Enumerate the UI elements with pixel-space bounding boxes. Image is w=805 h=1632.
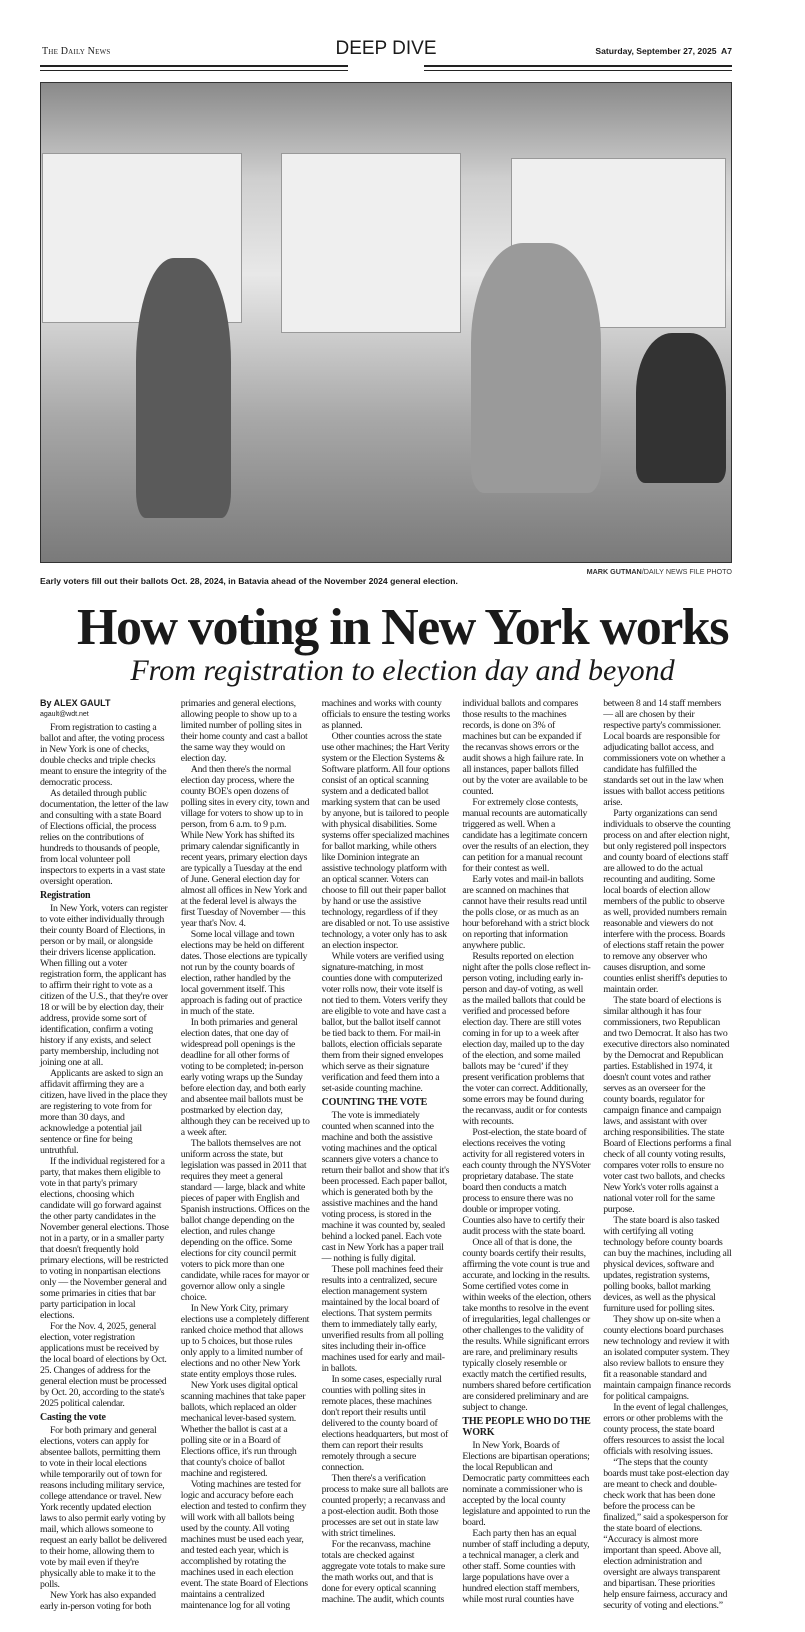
article-paragraph: From registration to casting a ballot and after, the voting process in New York is one of checks, double checks and triple checks meant to ensure the integrity of the democratic process. [40,722,167,788]
section-subhead: COUNTING THE VOTE [321,1097,428,1108]
issue-date: Saturday, September 27, 2025 A7 [595,46,732,56]
article-paragraph: And then there's the normal election day process, where the county BOE's open dozens of polling sites in every city, town and village for voters to show up to in person, from 6 a.m. to 9 p.m. While New York has shifted its primary calendar significantly in recent years, primary election days are typically a Tuesday at the end of June. General election day for almost all offices in New York and at the federal level is always the first Tuesday of November — this year that's Nov. 4. [180,764,310,929]
article-paragraph: Other counties across the state use other machines; the Hart Verity system or the Election Systems & Software platform. All four options consist of an optical scanning system and a dedicated ballot marking system that can be used by anyone, but is tailored to people with physical disabilities. Some systems offer specialized machines for ballot marking, while others like Dominion integrate an assistive technology platform with an optical scanner. Voters can choose to fill out their paper ballot by hand or use the assistive technology, regardless of if they are disabled or not. To use assistive technology, a voter only has to ask an election inspector. [321,731,450,951]
article-paragraph: The vote is immediately counted when scanned into the machine and both the assistive voting machines and the optical scanners give voters a chance to return their ballot and show that it's been processed. Each paper ballot, which is generated both by the assistive machines and the hand voting process, is stored in the machine it was counted by, sealed behind a locked panel. Each vote cast in New York has a paper trail — nothing is fully digital. [321,1110,450,1264]
voting-booth [281,153,461,333]
headline: How voting in New York works [77,599,728,656]
section-subhead: Casting the vote [40,1412,106,1423]
article-paragraph: The state board is also tasked with certifying all voting technology before county boards can buy the machines, including all physical devices, software and updates, registration systems, polling books, ballot marking devices, as well as the physical furniture used for polling sites. [603,1215,732,1314]
voter-figure [471,243,601,493]
voter-figure [136,258,231,518]
article-paragraph: In New York, voters can register to vote either individually through their county Board of Elections, in person or by mail, or alongside their drivers license application. When filling out a voter registration form, the applicant has to affirm their right to vote as a citizen of the U.S., that they're over 18 or will be by election day, their address, provide some sort of identification, confirm a voting history if any exists, and select party membership, including not joining one at all. [40,903,168,1068]
page-number: A7 [721,46,732,56]
article-paragraph: Then there's a verification process to make sure all ballots are counted properly; a recanvass and a post-election audit. Both those processes are set out in state law with strict timelines. [321,1473,448,1539]
author-email[interactable]: agault@wdt.net [40,711,89,718]
article-paragraph: Early votes and mail-in ballots are scanned on machines that cannot have their results read until the polls close, or as much as an hour beforehand with a strict block on reporting that information anywhere public. [462,874,590,951]
section-title: DEEP DIVE [335,38,437,59]
subheadline: From registration to election day and beyond [130,654,675,687]
article-paragraph: The state board of elections is similar although it has four commissioners, two Republican and two Democrat. It also has two executive directors also nominated by the Democrat and Republican parties. Established in 1974, it doesn't count votes and rather serves as an overseer for the county boards, regulator for campaign finance and campaign laws, and assistant with over arching responsibilities. The state Board of Elections performs a final check of all county voting results, compares voter rolls to ensure no voter cast two ballots, and checks New York's voter rolls against a national voter roll for the same purpose. [603,995,732,1215]
article-paragraph: Results reported on election night after the polls close reflect in-person voting, including early in-person and day-of voting, as well as the mailed ballots that could be verified and processed before election day. There are still votes coming in for up to a week after election day, mailed up to the day of the election, and some mailed ballots may be ‘cured’ if they present verification problems that the voter can correct. Additionally, some errors may be found during the recanvass, audit or for contests with recounts. [462,951,591,1127]
article-paragraph: If the individual registered for a party, that makes them eligible to vote in that party's primary elections, choosing which candidate will go forward against the other party candidates in the November general elections. Those not in a party, or in a smaller party that doesn't frequently hold primary elections, will be restricted to voting in nonpartisan elections only — the November general and some primaries in cities that bar party participation in local elections. [40,1156,169,1321]
article-paragraph: For both primary and general elections, voters can apply for absentee ballots, permitting them to vote in their local elections while temporarily out of town for reasons including military service, college attendance or travel. New York recently updated election laws to also permit early voting by mail, which allows someone to request an early ballot be delivered to their home, allowing them to vote by mail even if they're physically able to make it to the polls. [40,1425,167,1590]
article-body [40,698,732,1612]
article-paragraph: In New York City, primary elections use a completely different ranked choice method that allows up to 5 choices, but those rules only apply to a limited number of elections and no other New York state entity employs those rules. [180,1303,310,1380]
article-paragraph: These poll machines feed their results into a centralized, secure election management system maintained by the local board of elections. That system permits them to immediately tally early, unverified results from all polling sites including their in-office machines used for early and mail-in ballots. [321,1264,445,1374]
article-paragraph: “The steps that the county boards must take post-election day are meant to check and double-check work that has been done before the process can be finalized,” said a spokesperson for the state board of elections. “Accuracy is almost more important than speed. Above all, election administration and oversight are always transparent and bipartisan. These priorities help ensure fairness, accuracy and security of voting and elections.” [603,1457,730,1611]
section-subhead: THE PEOPLE WHO DO THE WORK [462,1416,591,1438]
byline: By ALEX GAULT [40,698,111,708]
photo-credit: MARK GUTMAN/DAILY NEWS FILE PHOTO [586,567,732,576]
header-rule-left [40,65,348,71]
article-paragraph: While voters are verified using signature-matching, in most counties done with computerized voter rolls now, their vote itself is not tied to them. Voters verify they are eligible to vote and have cast a ballot, but the ballot itself cannot be tied back to them. For mail-in ballots, election officials separate them from their signed envelopes which serve as their signature verification and feed them into a set-aside counting machine. [321,951,448,1094]
article-paragraph: New York uses digital optical scanning machines that take paper ballots, which replaced an older mechanical lever-based system. Whether the ballot is cast at a polling site or in a Board of Elections office, it's run through that county's choice of ballot machine and registered. [180,1380,306,1479]
article-paragraph: Post-election, the state board of elections receives the voting activity for all registered voters in each county through the NYSVoter proprietary database. The state board then conducts a match process to ensure there was no double or improper voting. Counties also have to certify their audit process with the state board. [462,1127,591,1237]
article-paragraph: For the Nov. 4, 2025, general election, voter registration applications must be received by the local board of elections by Oct. 25. Changes of address for the general election must be processed by Oct. 20, according to the state's 2025 political calendar. [40,1321,167,1409]
article-paragraph: In both primaries and general election dates, that one day of widespread poll openings is the deadline for all other forms of voting to be completed; in-person early voting wraps up the Sunday before election day, and both early and absentee mail ballots must be postmarked by election day, although they can be received up to a week after. [180,1017,310,1138]
header-rule-right [424,65,732,71]
page-header [40,38,732,68]
article-paragraph: Party organizations can send individuals to observe the counting process on and after election night, but only registered poll inspectors and county board of elections staff are allowed to do the actual recounting and auditing. Some local boards of election allow members of the public to observe as well, provided numbers remain reasonable and viewers do not interfere with the process. Boards of elections staff retain the power to remove any observer who causes disruption, and some counties enlist sheriff's deputies to maintain order. [603,808,731,995]
article-paragraph: In the event of legal challenges, errors or other problems with the county process, the state board offers resources to assist the local officials with resolving issues. [603,1402,728,1457]
section-subhead: Registration [40,890,91,901]
photo-caption: Early voters fill out their ballots Oct. 28, 2024, in Batavia ahead of the November 2024 general election. [40,576,458,586]
article-paragraph: In some cases, especially rural counties with polling sites in remote places, these machines don't report their results until delivered to the county board of elections headquarters, but most of them can report their results remotely through a secure connection. [321,1374,448,1473]
article-paragraph: Applicants are asked to sign an affidavit affirming they are a citizen, have lived in the place they are registering to vote from for more than 30 days, and acknowledge a potential jail sentence or fine for being untruthful. [40,1068,168,1156]
article-paragraph: Voting machines are tested for logic and accuracy before each election and tested to confirm they will work with all ballots being used by the county. All voting machines must be used each year, and tested each year, which is accomplished by rotating the machines used in each election event. The state Board of Elections maintains a centralized maintenance log for all voting machines and works with county officials to ensure the testing works as planned. [180,698,450,1611]
article-paragraph: In New York, Boards of Elections are bipartisan operations; the local Republican and Democratic party committees each nominate a commissioner who is accepted by the local county legislature and appointed to run the board. [462,1440,591,1528]
newspaper-name: The Daily News [42,46,111,57]
article-paragraph: Each party then has an equal number of staff including a deputy, a technical manager, a clerk and other staff. Some counties with large populations have over a hundred election staff members, while most rural counties have between 8 and 14 staff members — all are chosen by their respective party's commissioner. Local boards are responsible for adjudicating ballot access, and commissioners vote on whether a candidate has fulfilled the standards set out in the law when issues with ballot access petitions arise. [462,698,726,1605]
voter-figure [636,333,726,483]
article-paragraph: For the recanvass, machine totals are checked against aggregate vote totals to make sure the math works out, and that is done for every optical scanning machine. The audit, which counts individual ballots and compares those results to the machines records, is done on 3% of machines but can be expanded if the recanvas shows errors or the audit shows a high failure rate. In all instances, paper ballots filled out by the voter are available to be counted. [321,698,588,1605]
article-paragraph: As detailed through public documentation, the letter of the law and consulting with a state Board of Elections official, the process relies on the contributions of hundreds to thousands of people, from local volunteer poll inspectors to experts in a vast state oversight operation. [40,788,169,887]
article-paragraph: New York has also expanded early in-person voting for both primaries and general elections, allowing people to show up to a limited number of polling sites in their home county and cast a ballot the same way they would on election day. [40,698,308,1612]
article-paragraph: The ballots themselves are not uniform across the state, but legislation was passed in 2011 that requires they meet a general standard — large, black and white pieces of paper with English and Spanish instructions. Offices on the ballot change depending on the election, and rules change depending on the office. Some elections for city council permit voters to pick more than one candidate, while races for mayor or governor allow only a single choice. [180,1138,310,1303]
article-paragraph: Some local village and town elections may be held on different dates. Those elections are typically not run by the county boards of election, rather handled by the local government itself. This approach is fading out of practice in much of the state. [180,929,308,1017]
lead-photo [40,82,732,563]
article-paragraph: For extremely close contests, manual recounts are automatically triggered as well. When a candidate has a legitimate concern over the results of an election, they can petition for a manual recount for their contest as well. [462,797,589,874]
article-paragraph: They show up on-site when a county elections board purchases new technology and review it with an isolated computer system. They also review ballots to ensure they fit a reasonable standard and maintain campaign finance records for political campaigns. [603,1314,731,1402]
article-paragraph: Once all of that is done, the county boards certify their results, affirming the vote count is true and accurate, and locking in the results. Some certified votes come in within weeks of the election, others take months to resolve in the event of irregularities, legal challenges or other challenges to the validity of the results. While significant errors are rare, and preliminary results typically closely resemble or exactly match the certified results, numbers shared before certification are considered preliminary and are subject to change. [462,1237,591,1413]
